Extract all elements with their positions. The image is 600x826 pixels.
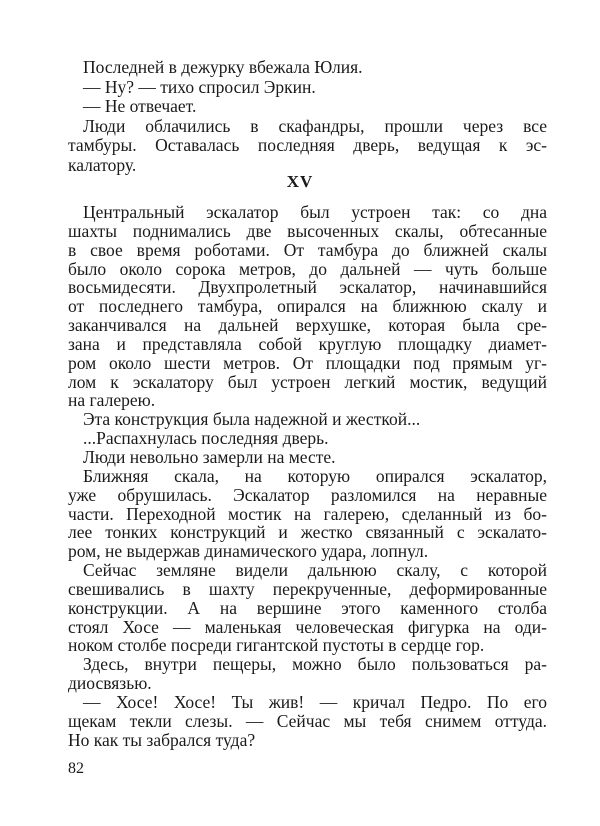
text-line: части. Переходной мостик на галерею, сделанный из бо- — [68, 503, 547, 524]
text-line: заканчивался на дальней верхушке, которая была сре- — [68, 315, 547, 336]
paragraph — [68, 97, 547, 117]
text-line: свешивались в шахту перекрученные, деформированные — [68, 578, 547, 599]
text-block-before-chapter — [68, 58, 547, 176]
text-line: от последнего тамбура, опирался на ближнюю скалу и — [68, 296, 547, 317]
text-line: Ближняя скала, на которую опирался эскалатор, — [83, 465, 547, 486]
paragraph — [68, 693, 547, 750]
text-line: восьмидесяти. Двухпролетный эскалатор, начинавшийся — [68, 277, 547, 298]
paragraph — [68, 117, 547, 176]
text-line: ром, не выдержав динамического удара, лопнул. — [68, 541, 429, 562]
text-line: — Ну? — тихо спросил Эркин. — [83, 76, 316, 97]
paragraph — [68, 655, 547, 693]
text-line: лом к эскалатору был устроен легкий мостик, ведущий — [68, 371, 547, 392]
text-line: зана и представляла собой круглую площадку диамет- — [68, 333, 547, 354]
paragraph — [68, 78, 547, 98]
text-line: Но как ты забрался туда? — [68, 729, 256, 750]
text-line: Здесь, внутри пещеры, можно было пользоваться ра- — [83, 654, 547, 675]
text-line: Центральный эскалатор был устроен так: со дна — [83, 202, 547, 222]
paragraph — [68, 58, 547, 78]
text-line: — Не отвечает. — [83, 96, 197, 117]
text-line: Сейчас земляне видели дальнюю скалу, с которой — [83, 560, 547, 581]
text-line: — Хосе! Хосе! Ты жив! — кричал Педро. По его — [83, 691, 547, 712]
text-line: ноком столбе посреди гигантской пустоты в сердце гор. — [68, 635, 485, 656]
text-line: Последней в дежурку вбежала Юлия. — [83, 57, 363, 77]
text-line: ром около шести метров. От площадки под прямым уг- — [68, 352, 547, 373]
text-line: в свое время роботами. От тамбура до ближней скалы — [68, 239, 547, 260]
text-line: уже обрушилась. Эскалатор разломился на неравные — [68, 484, 547, 505]
paragraph — [68, 429, 547, 448]
text-line: щекам текли слезы. — Сейчас мы тебя снимем оттуда. — [68, 710, 547, 731]
paragraph — [68, 448, 547, 467]
page-number: 82 — [68, 760, 84, 777]
text-line: Люди невольно замерли на месте. — [83, 446, 336, 467]
chapter-heading: XV — [286, 172, 314, 191]
text-line: лее тонких конструкций и жестко связанный с эскалато- — [68, 522, 547, 543]
text-line: стоял Хосе — маленькая человеческая фигурка на оди- — [68, 616, 547, 637]
paragraph — [68, 203, 547, 410]
paragraph — [68, 410, 547, 429]
paragraph — [68, 561, 547, 655]
text-block-chapter-xv — [68, 203, 547, 749]
text-line: шахты поднимались две высоченных скалы, обтесанные — [68, 220, 547, 241]
text-line: Люди облачились в скафандры, прошли через все — [83, 115, 547, 136]
text-line: тамбуры. Оставалась последняя дверь, ведущая к эс- — [68, 135, 547, 156]
text-line: Эта конструкция была надежной и жесткой... — [83, 409, 421, 430]
text-line: калатору. — [68, 154, 137, 175]
text-line: на галерею. — [68, 390, 156, 411]
text-line: ...Распахнулась последняя дверь. — [83, 428, 329, 449]
text-line: было около сорока метров, до дальней — чуть больше — [68, 258, 547, 279]
text-line: диосвязью. — [68, 673, 152, 694]
text-line: конструкции. А на вершине этого каменного столба — [68, 597, 547, 618]
paragraph — [68, 467, 547, 561]
